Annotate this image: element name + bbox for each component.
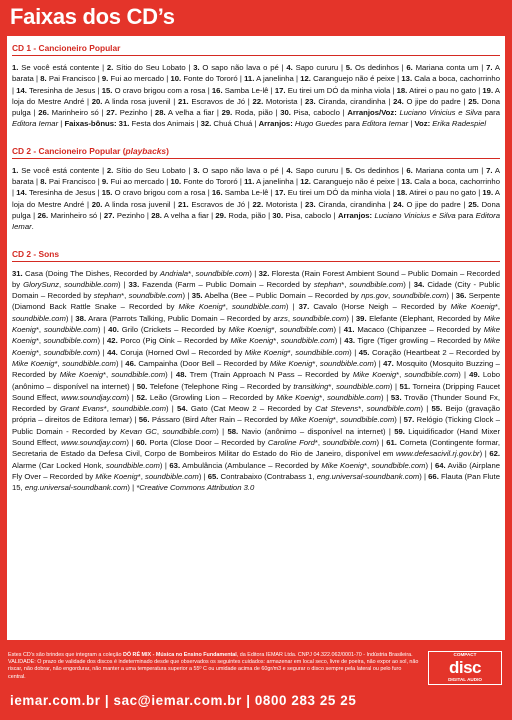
legal-note: Estes CD’s são brindes que integram a coleção DÓ RÉ MIX - Música no Ensino Fundamental, da Editora IEMAR Ltda. CNPJ 04.322.062/0001-70 - Indústria Brasileira. VALIDADE: O prazo de validade dos discos é indeterminado desde que observados os seguintes cuidados: armazenar em local seco, livre de poeira, não expor ao sol, não riscar, não dobrar, não engordurar, não manter a uma temperatura superior a 55º C ou umidade acima de 60gr/m3 e segurar o disco sempre pela lateral ou pelo furo central. xyxy=(8,652,419,680)
section-heading: CD 2 - Cancioneiro Popular (playbacks) xyxy=(12,145,169,156)
section-divider xyxy=(12,158,500,159)
section-cd2-sons xyxy=(12,248,500,494)
section-heading: CD 2 - Sons xyxy=(12,248,59,259)
section-cd1 xyxy=(12,42,500,130)
header xyxy=(0,0,512,36)
section-body: 1. Se você está contente | 2. Sítio do Seu Lobato | 3. O sapo não lava o pé | 4. Sapo cururu | 5. Os dedinhos | 6. Mariana conta um | 7. A barata | 8. Pai Francisco | 9. Fui ao mercado | 10. Fonte do Tororó | 11. A janelinha | 12. Caranguejo não é peixe | 13. Cala a boca, cachorrinho | 14. Teresinha de Jesus | 15. O cravo brigou com a rosa | 16. Samba Le-lê | 17. Eu tirei um DÓ da minha viola | 18. Atirei o pau no gato | 19. A loja do Mestre André | 20. A linda rosa juvenil | 21. Escravos de Jó | 22. Motorista | 23. Ciranda, cirandinha | 24. O jipe do padre | 25. Dona pulga | 26. Marinheiro só | 27. Pezinho | 28. A velha a fiar | 29. Roda, pião | 30. Pisa, caboclo | Arranjos: Luciano Vinicius e Silva para Editora Iemar. xyxy=(12,165,501,232)
section-body: 31. Casa (Doing The Dishes, Recorded by Andriala*, soundbible.com) | 32. Floresta (Rain Forest Ambient Sound – Public Domain – Recorded by GlorySunz, soundbible.com) | 33. Fazenda (Farm – Public Domain – Recorded by stephan*, soundbible.com) | 34. Cidade (City - Public Domain – Recorded by stephan*, soundbible.com) | 35. Abelha (Bee – Public Domain – Recorded by nps.gov, soundbible.com) | 36. Serpente (Diamond Back Rattle Snake – Recorded by Mike Koenig*, soundbible.com) | 37. Cavalo (Horse Neigh – Recorded by Mike Koenig*, soundbible.com) | 38. Arara (Parrots Talking, Public Domain – Recorded by arzs, soundbible.com) | 39. Elefante (Elephant, Recorded by Mike Koenig*, soundbible.com) | 40. Grilo (Crickets – Recorded by Mike Koenig*, soundbible.com) | 41. Macaco (Chipanzee – Recorded by Mike Koenig*, soundbible.com) | 42. Porco (Pig Oink – Recorded by Mike Koenig*, soundbible.com) | 43. Tigre (Tiger growling – Recorded by Mike Koenig*, soundbible.com) | 44. Coruja (Horned Owl – Recorded by Mike Koenig*, soundbible.com) | 45. Coração (Heartbeat 2 – Recorded by Mike Koenig*, soundbible.com) | 46. Campainha (Door Bell – Recorded by Mike Koenig*, soundbible.com) | 47. Mosquito (Mosquito Buzzing – Recorded by Mike Koenig*, soundbible.com) | 48. Trem (Train Approach N Pass – Recorded by Mike Koenig*, soundbible.com) | 49. Lobo (anônimo – disponível na internet) | 50. Telefone (Telephone Ring – Recorded by transitking*, soundbible.com) | 51. Torneira (Dripping Faucet Sound Effect, www.soundjay.com) | 52. Leão (Growling Lion – Recorded by Mike Koenig*, soundbible.com) | 53. Trovão (Thunder Sound Fx, Recorded by Grant Evans*, soundbible.com) | 54. Gato (Cat Meow 2 – Recorded by Cat Stevens*, soundbible.com) | 55. Beijo (gravação própria – direitos de Editora Iemar) | 56. Pássaro (Bird After Rain – Recorded by Mike Koenig*, soundbible.com) | 57. Relógio (Ticking Clock – Public Domain - Recorded by Kevan GC, soundbible.com) | 58. Navio (anônimo – disponível na internet) | 59. Liquidificador (Hand Mixer Sound Effect, www.soundjay.com) | 60. Porta (Close Door – Recorded by Caroline Ford*, soundbible.com) | 61. Corneta (Contingente formar, Secretaria de Estado da Defesa Civil, Corpo de Bombeiros Militar do Estado do Rio de Janeiro, disponível em www.defesacivil.rj.gov.br) | 62. Alarme (Car Locked Honk, soundbible.com) | 63. Ambulância (Ambulance – Recorded by Mike Koenig*, soundbible.com) | 64. Avião (Airplane Fly Over – Recorded by Mike Koenig*, soundbible.com) | 65. Contrabaixo (Contrabass 1, eng.universal-soundbank.com) | 66. Flauta (Pan Flute 15, eng.universal-soundbank.com) | *Creative Commons Attribution 3.0 xyxy=(12,268,501,493)
section-divider xyxy=(12,261,500,262)
section-heading: CD 1 - Cancioneiro Popular xyxy=(12,43,121,53)
section-divider xyxy=(12,55,500,56)
track-list-panel xyxy=(7,36,505,640)
contact-line: iemar.com.br | sac@iemar.com.br | 0800 283 25 25 xyxy=(10,693,357,708)
page-title: Faixas dos CD’s xyxy=(10,4,175,29)
compact-disc-logo: COMPACT disc DIGITAL AUDIO xyxy=(428,651,502,685)
section-body: 1. Se você está contente | 2. Sítio do Seu Lobato | 3. O sapo não lava o pé | 4. Sapo cururu | 5. Os dedinhos | 6. Mariana conta um | 7. A barata | 8. Pai Francisco | 9. Fui ao mercado | 10. Fonte do Tororó | 11. A janelinha | 12. Caranguejo não é peixe | 13. Cala a boca, cachorrinho | 14. Teresinha de Jesus | 15. O cravo brigou com a rosa | 16. Samba Le-lê | 17. Eu tirei um DÓ da minha viola | 18. Atirei o pau no gato | 19. A loja do Mestre André | 20. A linda rosa juvenil | 21. Escravos de Jó | 22. Motorista | 23. Ciranda, cirandinha | 24. O jipe do padre | 25. Dona pulga | 26. Marinheiro só | 27. Pezinho | 28. A velha a fiar | 29. Roda, pião | 30. Pisa, caboclo | Arranjos/Voz: Luciano Vinicius e Silva para Editora Iemar | Faixas-bônus: 31. Festa dos Animais | 32. Chuá Chuá | Arranjos: Hugo Guedes para Editora Iemar | Voz: Erika Radespiel xyxy=(12,63,501,129)
section-cd2-playbacks xyxy=(12,145,500,233)
